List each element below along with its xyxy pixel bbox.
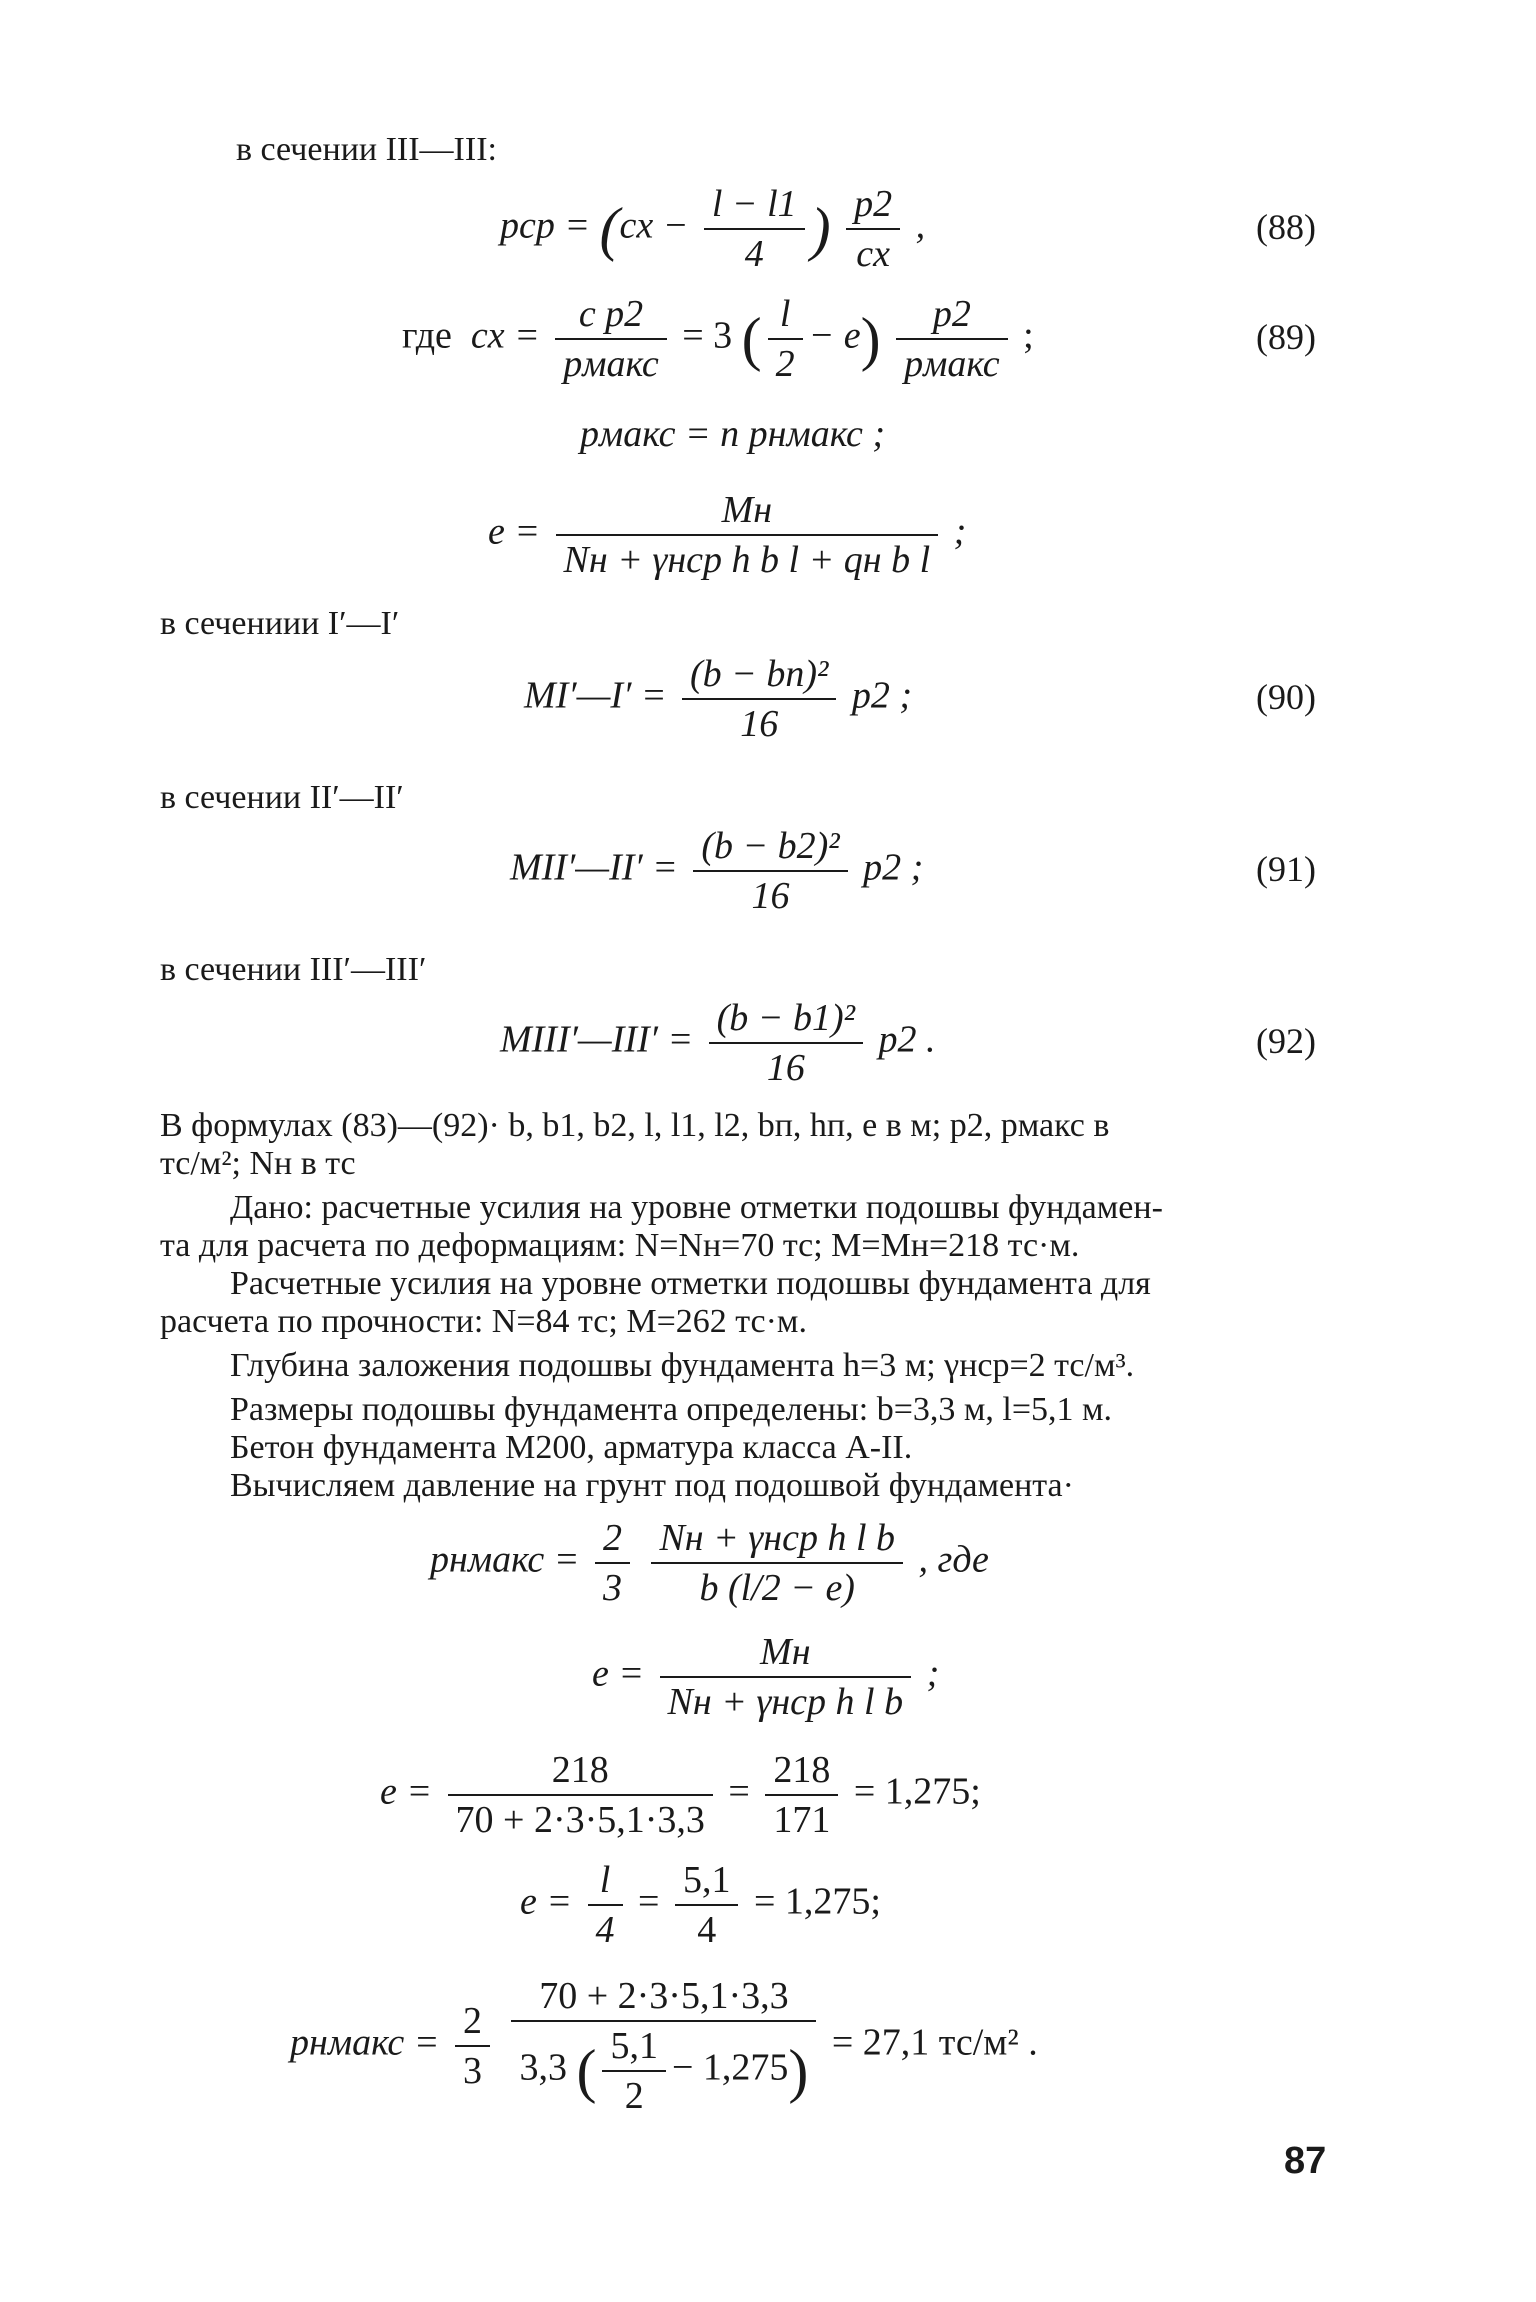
fraction: 70 + 2·3·5,1·3,3 3,3 ( $\frac{5,1}{2}$ − 1,275) <box>511 1972 816 2120</box>
paragraph-strength-line2: расчета по прочности: N=84 тс; M=262 тс·м. <box>160 1303 807 1340</box>
section-label-i-prime: в сечениии I′—I′ <box>160 605 400 642</box>
calc-pmax-formula: pнмакс = $\frac{2}{3}$ $\frac{\text{Nн + γнср h l b}}{b (l/2 - e)}$ , где <box>430 1514 989 1612</box>
equation-89: где cx = $\frac{\text{c p2}}{\text{pмакс}}$ = 3 ( $\frac{l}{2}$ − e) $\frac{p2}{\text{pмакс}}$ ; <box>402 290 1034 388</box>
paragraph-dimensions: Размеры подошвы фундамента определены: b=3,3 м, l=5,1 м. <box>230 1391 1113 1428</box>
fraction: $\frac{Mн}{\text{Nн + γнср h b l + qн b l}}$ <box>556 486 939 584</box>
page-number: 87 <box>1284 2140 1327 2182</box>
fraction: $\frac{218}{171}$ <box>765 1746 838 1844</box>
paragraph-given-line2: та для расчета по деформациям: N=Nн=70 тс; M=Mн=218 тс·м. <box>160 1227 1080 1264</box>
equation-88: pср = (cx − $\frac{l - l1}{4}$ ) $\frac{p2}{cx}$ , <box>500 180 925 278</box>
calc-e-formula: e = $\frac{Mн}{\text{Nн + γнср h l b}}$ ; <box>592 1628 939 1726</box>
paragraph-units-line1: В формулах (83)—(92)· b, b1, b2, l, l1, l2, bп, hп, e в м; p2, pмакс в <box>160 1107 1110 1144</box>
section-label-ii-prime: в сечении II′—II′ <box>160 779 404 816</box>
equation-pmax: pмакс = n pнмакс ; <box>580 413 886 455</box>
paragraph-compute: Вычисляем давление на грунт под подошвой фундамента· <box>230 1467 1074 1504</box>
equation-number-89: (89) <box>1256 317 1316 357</box>
equation-92: MIII′—III′ = $\frac{\text{(b − b1)²}}{16}$ p2 . <box>500 994 935 1092</box>
fraction: $\frac{2}{3}$ <box>595 1514 630 1612</box>
paragraph-strength-line1: Расчетные усилия на уровне отметки подошвы фундамента для <box>230 1265 1151 1302</box>
fraction: $\frac{\text{(b − b2)²}}{16}$ <box>693 822 847 920</box>
fraction: $\frac{Mн}{\text{Nн + γнср h l b}}$ <box>660 1628 912 1726</box>
equation-number-92: (92) <box>1256 1021 1316 1061</box>
fraction: $\frac{5,1}{4}$ <box>675 1856 739 1954</box>
paragraph-depth: Глубина заложения подошвы фундамента h=3 м; γнср=2 тс/м³. <box>230 1347 1135 1384</box>
fraction: $\frac{l}{4}$ <box>588 1856 623 1954</box>
fraction: $\frac{p2}{\text{pмакс}}$ <box>896 290 1007 388</box>
fraction: $\frac{5,1}{2}$ <box>602 2022 666 2120</box>
fraction: $\frac{2}{3}$ <box>455 1997 490 2095</box>
equation-number-91: (91) <box>1256 849 1316 889</box>
fraction: $\frac{l}{2}$ <box>768 290 803 388</box>
fraction: $\frac{\text{(b − b1)²}}{16}$ <box>709 994 863 1092</box>
calc-e-check: e = $\frac{l}{4}$ = $\frac{5,1}{4}$ = 1,275; <box>520 1856 881 1954</box>
fraction: $\frac{218}{70 + 2\cdot 3\cdot 5,1\cdot 3,3}$ <box>448 1746 713 1844</box>
equation-number-90: (90) <box>1256 677 1316 717</box>
fraction: $\frac{\text{(b − bп)²}}{16}$ <box>682 650 836 748</box>
fraction: $\frac{\text{Nн + γнср h l b}}{b (l/2 - e)}$ <box>651 1514 903 1612</box>
equation-90: MI′—I′ = $\frac{\text{(b − bп)²}}{16}$ p2 ; <box>524 650 912 748</box>
paragraph-given-line1: Дано: расчетные усилия на уровне отметки подошвы фундамен- <box>230 1189 1163 1226</box>
calc-e-numeric: e = $\frac{218}{70 + 2\cdot 3\cdot 5,1\cdot 3,3}$ = $\frac{218}{171}$ = 1,275; <box>380 1746 981 1844</box>
equation-e: e = $\frac{Mн}{\text{Nн + γнср h b l + qн b l}}$ ; <box>488 486 966 584</box>
calc-pmax-numeric: pнмакс = $\frac{2}{3}$ 70 + 2·3·5,1·3,3 3,3 ( $\frac{5,1}{2}$ − 1,275) = 27,1 тс/м² . <box>290 1972 1038 2120</box>
fraction: $\frac{\text{c p2}}{\text{pмакс}}$ <box>555 290 666 388</box>
section-label-iii-prime: в сечении III′—III′ <box>160 951 427 988</box>
fraction: $\frac{p2}{cx}$ <box>846 180 900 278</box>
fraction: $\frac{l - l1}{4}$ <box>704 180 805 278</box>
equation-91: MII′—II′ = $\frac{\text{(b − b2)²}}{16}$ p2 ; <box>510 822 923 920</box>
paragraph-concrete: Бетон фундамента М200, арматура класса А-II. <box>230 1429 913 1466</box>
section-label-iii: в сечении III—III: <box>236 131 497 168</box>
equation-number-88: (88) <box>1256 207 1316 247</box>
paragraph-units-line2: тс/м²; Nн в тс <box>160 1145 356 1182</box>
